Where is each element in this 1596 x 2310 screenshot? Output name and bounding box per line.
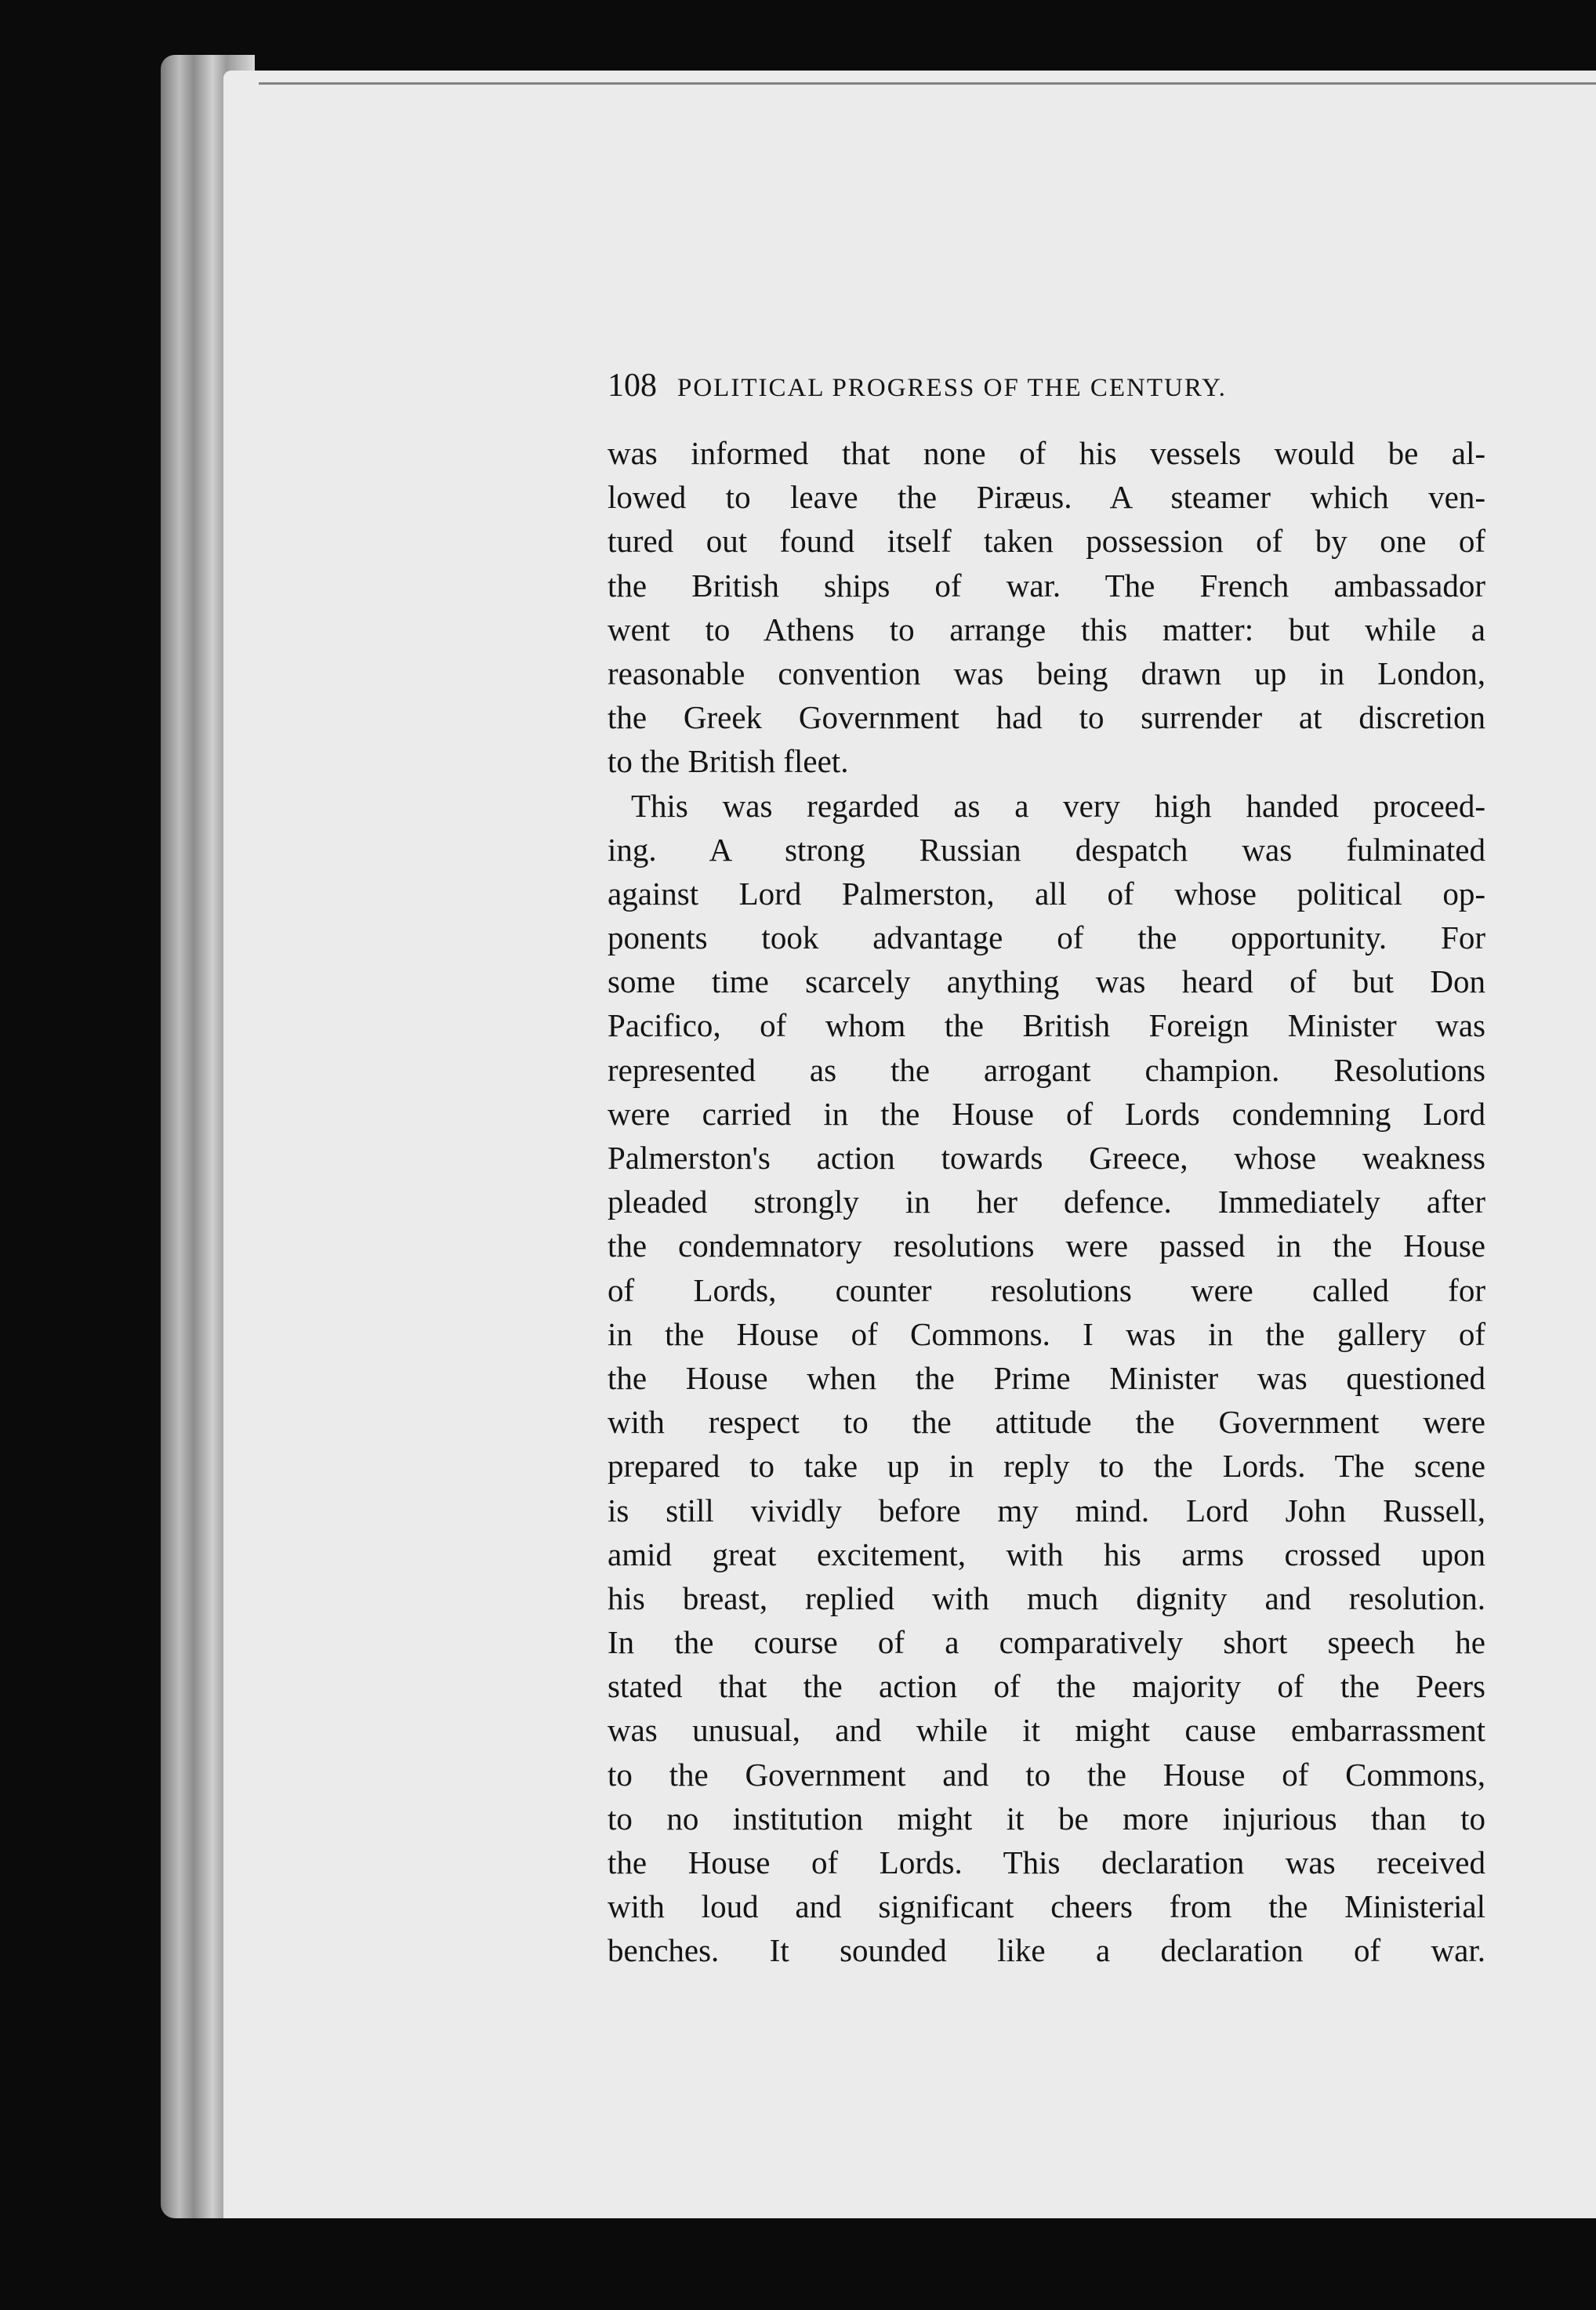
text-line: against Lord Palmerston, all of whose political op- bbox=[608, 875, 1485, 912]
text-line: the Greek Government had to surrender at discretion bbox=[608, 699, 1485, 736]
text-line: was unusual, and while it might cause embarrassment bbox=[608, 1712, 1485, 1749]
text-line: benches. It sounded like a declaration of war. bbox=[608, 1932, 1485, 1969]
text-line: stated that the action of the majority of the Peers bbox=[608, 1668, 1485, 1705]
text-line: ing. A strong Russian despatch was fulminated bbox=[608, 831, 1485, 868]
text-line: pleaded strongly in her defence. Immediately after bbox=[608, 1184, 1485, 1220]
text-line: the House when the Prime Minister was questioned bbox=[608, 1359, 1485, 1396]
text-line: the British ships of war. The French ambassador bbox=[608, 567, 1485, 604]
page-top-edge bbox=[259, 82, 1596, 85]
body-text bbox=[608, 431, 1485, 1973]
text-line: This was regarded as a very high handed proceed- bbox=[631, 787, 1485, 824]
text-line: In the course of a comparatively short speech he bbox=[608, 1624, 1485, 1661]
text-line: in the House of Commons. I was in the gallery of bbox=[608, 1315, 1485, 1352]
page-number: 108 bbox=[608, 368, 657, 404]
text-line: to the British fleet. bbox=[608, 743, 849, 780]
text-line: tured out found itself taken possession of by one of bbox=[608, 523, 1485, 560]
text-line: ponents took advantage of the opportunity. For bbox=[608, 919, 1485, 956]
text-line: the condemnatory resolutions were passed in the House bbox=[608, 1228, 1485, 1264]
text-line: were carried in the House of Lords condemning Lord bbox=[608, 1095, 1485, 1132]
page-header bbox=[608, 367, 1493, 411]
text-line: is still vividly before my mind. Lord John Russell, bbox=[608, 1492, 1485, 1529]
running-head: POLITICAL PROGRESS OF THE CENTURY. bbox=[677, 374, 1227, 402]
text-line: with respect to the attitude the Government were bbox=[608, 1404, 1485, 1441]
text-line: represented as the arrogant champion. Resolutions bbox=[608, 1051, 1485, 1088]
text-line: with loud and significant cheers from the Ministerial bbox=[608, 1888, 1485, 1925]
text-line: to no institution might it be more injurious than to bbox=[608, 1800, 1485, 1837]
text-line: to the Government and to the House of Commons, bbox=[608, 1756, 1485, 1793]
text-line: prepared to take up in reply to the Lords. The scene bbox=[608, 1448, 1485, 1485]
text-line: the House of Lords. This declaration was received bbox=[608, 1844, 1485, 1880]
text-line: went to Athens to arrange this matter: but while a bbox=[608, 611, 1485, 647]
text-line: some time scarcely anything was heard of but Don bbox=[608, 963, 1485, 1000]
text-line: Palmerston's action towards Greece, whose weakness bbox=[608, 1140, 1485, 1176]
text-line: lowed to leave the Piræus. A steamer which ven- bbox=[608, 479, 1485, 516]
text-line: Pacifico, of whom the British Foreign Minister was bbox=[608, 1007, 1485, 1044]
text-line: his breast, replied with much dignity and resolution. bbox=[608, 1579, 1485, 1616]
text-line: was informed that none of his vessels would be al- bbox=[608, 435, 1485, 471]
text-line: reasonable convention was being drawn up in London, bbox=[608, 655, 1485, 691]
text-line: amid great excitement, with his arms crossed upon bbox=[608, 1536, 1485, 1572]
text-line: of Lords, counter resolutions were called for bbox=[608, 1271, 1485, 1308]
